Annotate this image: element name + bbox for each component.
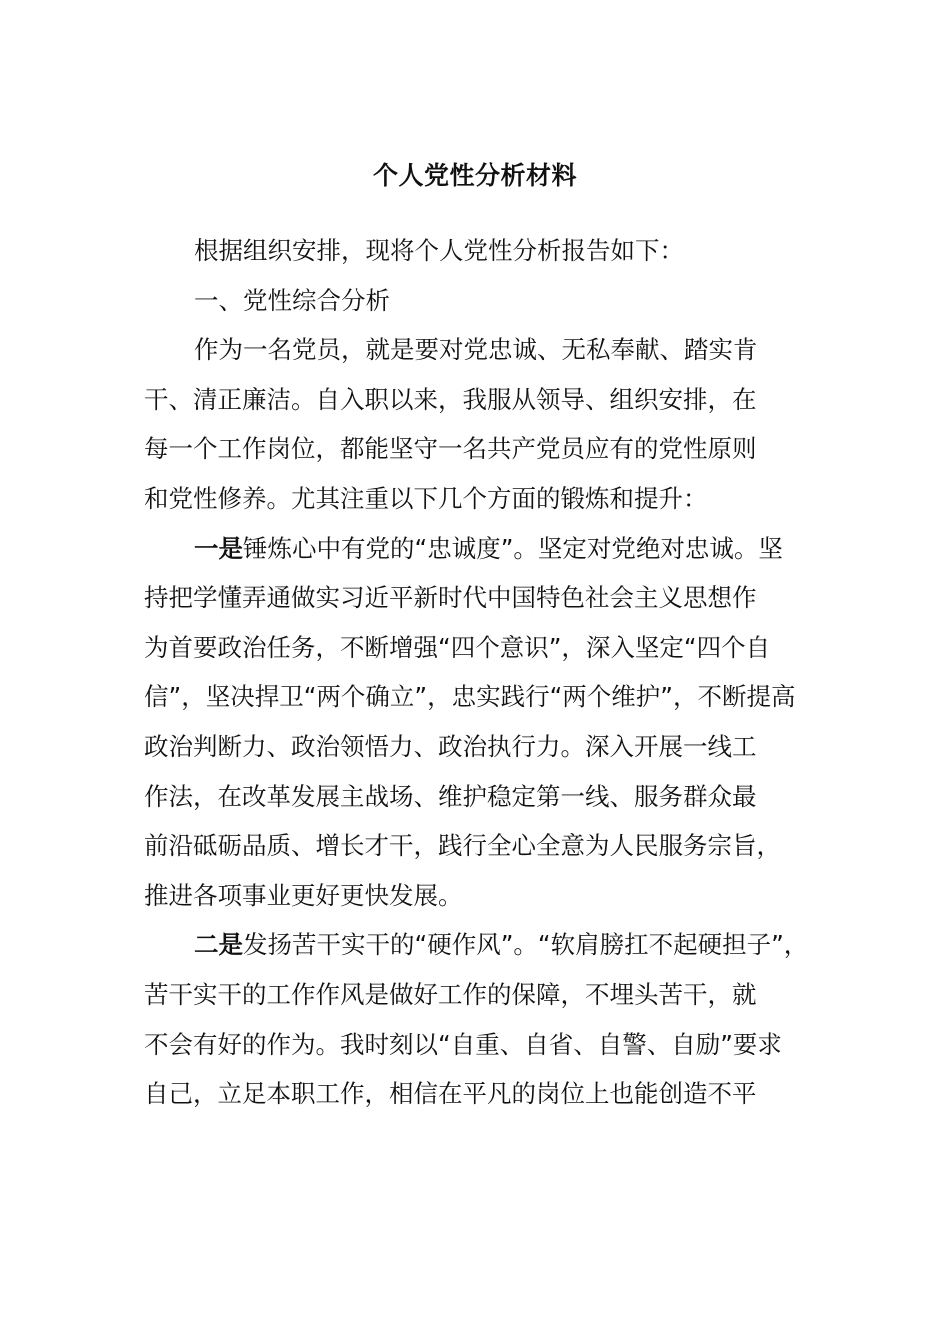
line-text: 作法，在改革发展主战场、维护稳定第一线、服务群众最 (144, 781, 757, 811)
line-text: 为首要政治任务，不断增强“四个意识”，深入坚定“四个自 (144, 632, 771, 662)
line-text: 信”，坚决捍卫“两个确立”，忠实践行“两个维护”，不断提高 (144, 682, 796, 712)
line-text: 根据组织安排，现将个人党性分析报告如下： (194, 236, 684, 265)
body-line (144, 1069, 814, 1119)
line-text: 一、党性综合分析 (194, 285, 390, 315)
body-line (144, 1020, 814, 1070)
line-text: 推进各项事业更好更快发展。 (144, 880, 463, 910)
line-text: 发扬苦干实干的“硬作风”。“软肩膀扛不起硬担子”， (243, 930, 809, 960)
body-line (144, 474, 814, 524)
line-text: 苦干实干的工作作风是做好工作的保障，不埋头苦干，就 (144, 979, 757, 1009)
line-text: 持把学懂弄通做实习近平新时代中国特色社会主义思想作 (144, 583, 757, 613)
line-text: 前沿砥砺品质、增长才干，践行全心全意为人民服务宗旨， (144, 831, 781, 861)
line-text: 和党性修养。尤其注重以下几个方面的锻炼和提升： (144, 483, 708, 513)
body-line (144, 920, 814, 970)
line-text: 干、清正廉洁。自入职以来，我服从领导、组织安排，在 (144, 384, 757, 414)
body-line (144, 821, 814, 871)
section-heading (144, 276, 814, 326)
body-line (144, 970, 814, 1020)
body-line (144, 672, 814, 722)
body-line (144, 424, 814, 474)
line-text: 自己，立足本职工作，相信在平凡的岗位上也能创造不平 (144, 1079, 757, 1109)
line-text: 不会有好的作为。我时刻以“自重、自省、自警、自励”要求 (144, 1029, 782, 1059)
lead-label: 二是 (194, 930, 243, 960)
body-line (144, 871, 814, 921)
line-text: 作为一名党员，就是要对党忠诚、无私奉献、踏实肯 (194, 335, 758, 365)
line-text: 每一个工作岗位，都能坚守一名共产党员应有的党性原则 (144, 434, 757, 464)
body-line (144, 226, 814, 276)
body-line (144, 325, 814, 375)
line-text: 锤炼心中有党的“忠诚度”。坚定对党绝对忠诚。坚 (243, 533, 783, 563)
body-line (144, 375, 814, 425)
body-line (144, 623, 814, 673)
body-line (144, 524, 814, 574)
document-body (144, 226, 814, 1119)
line-text: 政治判断力、政治领悟力、政治执行力。深入开展一线工 (144, 731, 757, 761)
body-line (144, 722, 814, 772)
document-title: 个人党性分析材料 (372, 161, 577, 190)
body-line (144, 772, 814, 822)
lead-label: 一是 (194, 533, 243, 563)
body-line (144, 573, 814, 623)
